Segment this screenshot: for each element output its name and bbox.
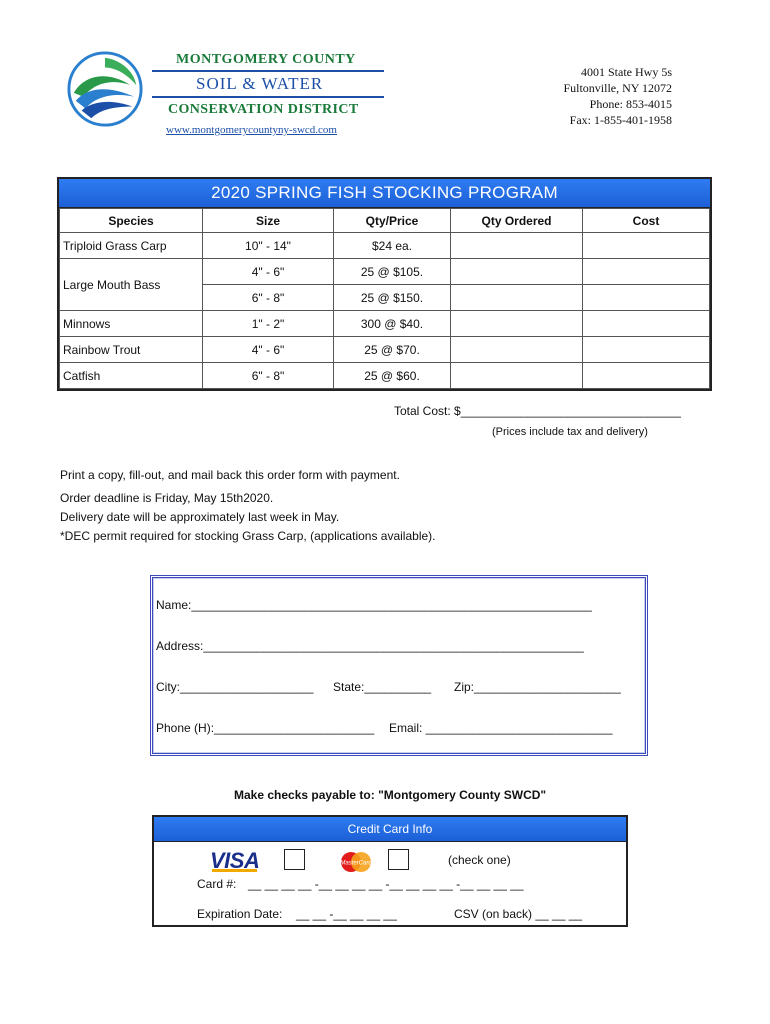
program-title: 2020 SPRING FISH STOCKING PROGRAM (59, 179, 710, 208)
city-field[interactable]: City:____________________ (156, 680, 314, 694)
email-field[interactable]: Email: ____________________________ (389, 721, 613, 735)
card-number-field[interactable]: __ __ __ __ -__ __ __ __ -__ __ __ __ -__ __ __ __ (248, 877, 524, 891)
svg-text:MasterCard: MasterCard (340, 860, 372, 867)
qty-ordered-input[interactable] (451, 233, 583, 259)
check-one-label: (check one) (448, 853, 511, 867)
table-row (60, 363, 710, 389)
qty-ordered-input[interactable] (451, 337, 583, 363)
checks-payable-note: Make checks payable to: "Montgomery County SWCD" (234, 788, 547, 802)
org-name-line1: MONTGOMERY COUNTY (176, 52, 356, 67)
cost-input[interactable] (583, 259, 710, 285)
order-table (57, 177, 712, 391)
species-cell: Catfish (60, 363, 203, 389)
fax-line: Fax: 1-855-401-1958 (569, 113, 672, 127)
table-row (60, 311, 710, 337)
org-name-line3: CONSERVATION DISTRICT (168, 102, 359, 117)
size-cell: 1" - 2" (203, 311, 334, 337)
price-grid (59, 208, 710, 389)
cost-input[interactable] (583, 285, 710, 311)
zip-field[interactable]: Zip:______________________ (454, 680, 621, 694)
qty-ordered-input[interactable] (451, 363, 583, 389)
price-cell: 25 @ $105. (334, 259, 451, 285)
swcd-logo (66, 50, 144, 128)
column-header-species: Species (60, 209, 203, 233)
qty-ordered-input[interactable] (451, 311, 583, 337)
total-cost-field[interactable]: Total Cost: $_________________________________ (394, 404, 681, 418)
cost-input[interactable] (583, 337, 710, 363)
column-header-cost: Cost (583, 209, 710, 233)
card-number-label: Card #: (197, 877, 237, 891)
species-cell: Triploid Grass Carp (60, 233, 203, 259)
instruction-line: *DEC permit required for stocking Grass Carp, (applications available). (60, 529, 436, 543)
divider (152, 70, 384, 72)
column-header-size: Size (203, 209, 334, 233)
size-cell: 10" - 14" (203, 233, 334, 259)
size-cell: 6" - 8" (203, 285, 334, 311)
cost-input[interactable] (583, 233, 710, 259)
phone-field[interactable]: Phone (H):________________________ (156, 721, 375, 735)
species-cell: Minnows (60, 311, 203, 337)
species-cell: Rainbow Trout (60, 337, 203, 363)
csv-field[interactable]: CSV (on back) __ __ __ (454, 907, 583, 921)
visa-logo: VISA (210, 848, 260, 873)
website-link[interactable]: www.montgomerycountyny-swcd.com (166, 124, 337, 136)
price-cell: $24 ea. (334, 233, 451, 259)
table-row (60, 337, 710, 363)
instruction-line: Delivery date will be approximately last week in May. (60, 510, 340, 524)
qty-ordered-input[interactable] (451, 285, 583, 311)
price-cell: 300 @ $40. (334, 311, 451, 337)
table-header-row (60, 209, 710, 233)
mastercard-checkbox[interactable] (388, 849, 409, 870)
expiration-label: Expiration Date: (197, 907, 283, 921)
name-field[interactable]: Name:____________________________________________________________ (156, 598, 592, 612)
credit-card-title: Credit Card Info (154, 817, 626, 842)
visa-checkbox[interactable] (284, 849, 305, 870)
address-line: 4001 State Hwy 5s (581, 65, 672, 79)
customer-info-box (150, 575, 648, 756)
mastercard-logo (338, 851, 374, 873)
phone-line: Phone: 853-4015 (589, 97, 672, 111)
table-row (60, 259, 710, 285)
price-cell: 25 @ $60. (334, 363, 451, 389)
contact-address (520, 64, 672, 128)
qty-ordered-input[interactable] (451, 259, 583, 285)
credit-card-box (152, 815, 628, 927)
species-cell: Large Mouth Bass (60, 259, 203, 311)
cost-input[interactable] (583, 363, 710, 389)
expiration-field[interactable]: __ __ -__ __ __ __ (296, 907, 397, 921)
instruction-line: Print a copy, fill-out, and mail back this order form with payment. (60, 468, 400, 482)
state-field[interactable]: State:__________ (333, 680, 432, 694)
size-cell: 6" - 8" (203, 363, 334, 389)
instructions (60, 466, 436, 546)
price-cell: 25 @ $150. (334, 285, 451, 311)
column-header-qty-ordered: Qty Ordered (451, 209, 583, 233)
divider (152, 96, 384, 98)
size-cell: 4" - 6" (203, 337, 334, 363)
table-row (60, 233, 710, 259)
instruction-line: Order deadline is Friday, May 15th2020. (60, 491, 274, 505)
address-line: Fultonville, NY 12072 (563, 81, 672, 95)
column-header-qty-price: Qty/Price (334, 209, 451, 233)
org-name-line2: SOIL & WATER (196, 74, 324, 93)
size-cell: 4" - 6" (203, 259, 334, 285)
cost-input[interactable] (583, 311, 710, 337)
price-cell: 25 @ $70. (334, 337, 451, 363)
price-note: (Prices include tax and delivery) (492, 426, 648, 438)
address-field[interactable]: Address:_________________________________________________________ (156, 639, 584, 653)
